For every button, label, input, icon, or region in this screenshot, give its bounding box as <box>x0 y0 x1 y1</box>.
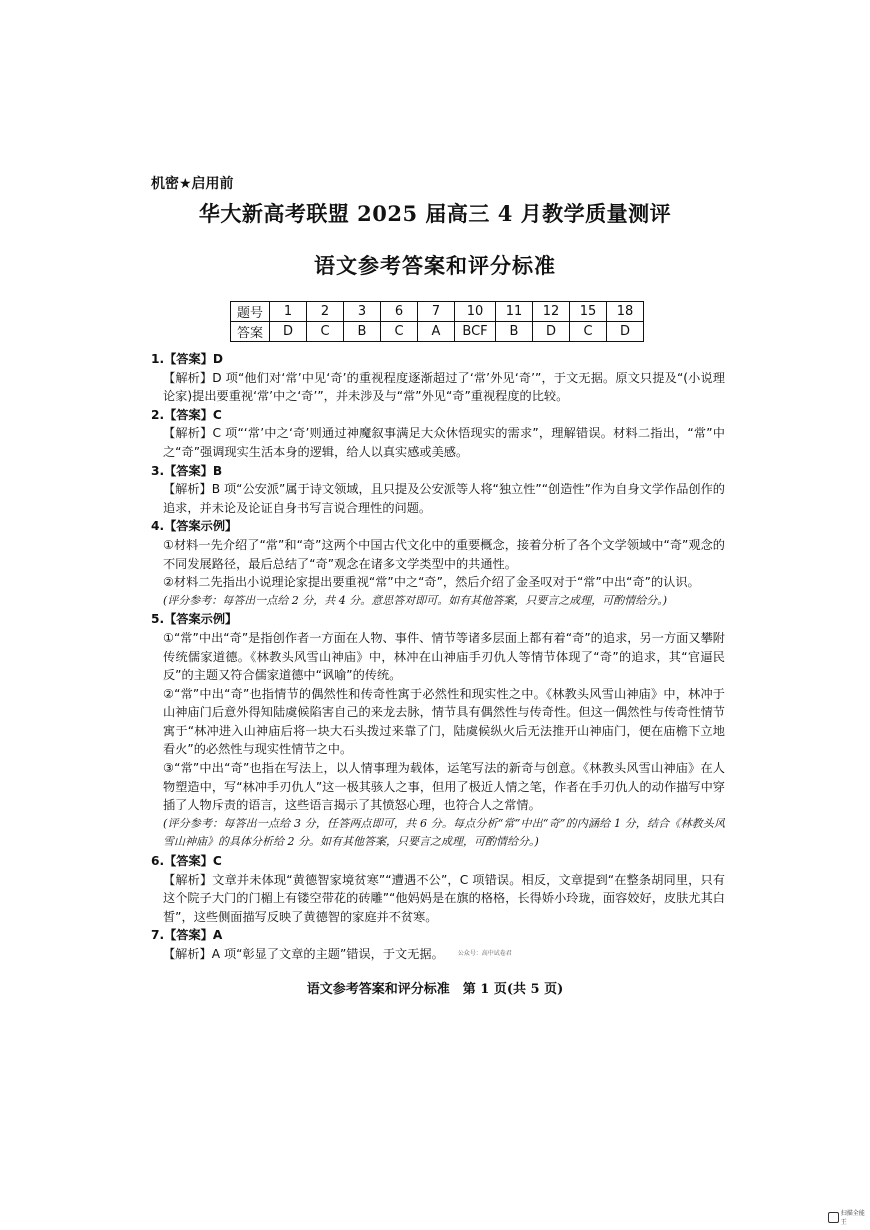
item-q1 <box>151 350 725 406</box>
answer-value: C <box>381 322 418 342</box>
explanation-text: ①“常”中出“奇”是指创作者一方面在人物、事件、情节等诸多层面上都有着“奇”的追求，另一方面又攀附传统儒家道德。《林教头风雪山神庙》中，林冲在山神庙手刃仇人等情节体现了“奇”的追求，其“官逼民反”的主题又符合儒家道德中“讽喻”的传统。 <box>163 630 725 683</box>
explanation-text: ①材料一先介绍了“常”和“奇”这两个中国古代文化中的重要概念，接着分析了各个文学领域中“奇”观念的不同发展路径，最后总结了“奇”观念在诸多文学类型中的共通性。 <box>163 537 725 571</box>
scanner-logo-icon <box>828 1212 839 1223</box>
answer-heading: 3.【答案】B <box>151 463 223 478</box>
question-number: 10 <box>455 302 496 322</box>
answer-heading: 1.【答案】D <box>151 352 223 366</box>
scanner-watermark <box>828 1208 870 1226</box>
table-row-answers <box>231 322 644 342</box>
answer-value: D <box>270 322 307 342</box>
answer-value: BCF <box>455 322 496 342</box>
answer-heading: 6.【答案】C <box>151 854 222 869</box>
explanation-text: ③“常”中出“奇”也指在写法上，以人情事理为载体，运笔写法的新奇与创意。《林教头风雪山神庙》在人物塑造中，写“林冲手刃仇人”这一极其骇人之事，但用了极近人情之笔，作者在手刃仇人的动作描写中穿插了人物斥责的语言，这些语言揭示了其愤怒心理，也符合人之常情。 <box>163 761 725 813</box>
table-row-label: 题号 <box>231 302 270 322</box>
answer-explanations <box>151 350 725 964</box>
question-number: 3 <box>344 302 381 322</box>
answer-value: B <box>496 322 533 342</box>
answer-value: D <box>533 322 570 342</box>
explanation-text: 【解析】文章并未体现“黄德智家境贫寒”“遭遇不公”，C 项错误。相反，文章提到“在整条胡同里，只有这个院子大门的门楣上有镂空带花的砖雕”“他妈妈是在旗的格格，长得娇小玲珑，面容姣好，皮肤尤其白皙”，这些侧面描写反映了黄德智的家庭并不贫寒。 <box>163 872 725 924</box>
explanation-text: ②“常”中出“奇”也指情节的偶然性和传奇性寓于必然性和现实性之中。《林教头风雪山神庙》中，林冲于山神庙门后意外得知陆虞候陷害自己的来龙去脉，情节具有偶然性与传奇性。但这一偶然性与传奇性情节寓于“林冲进入山神庙后将一块大石头拨过来靠了门，陆虞候纵火后无法推开山神庙门，便在庙檐下立地看火”的必然性与现实性情节之中。 <box>163 686 725 757</box>
answer-value: C <box>570 322 607 342</box>
answer-value: A <box>418 322 455 342</box>
item-q4 <box>151 517 725 610</box>
answer-table <box>230 301 644 342</box>
scoring-note: (评分参考：每答出一点给 2 分，共 4 分。意思答对即可。如有其他答案，只要言之成理，可酌情给分。) <box>163 593 668 607</box>
public-account-note: 公众号：高中试卷君 <box>457 950 512 958</box>
question-number: 7 <box>418 302 455 322</box>
explanation-line <box>151 945 725 964</box>
item-q3 <box>151 462 725 518</box>
page-footer: 语文参考答案和评分标准 第 1 页(共 5 页) <box>306 982 564 997</box>
question-number: 2 <box>307 302 344 322</box>
question-number: 15 <box>570 302 607 322</box>
exam-title: 华大新高考联盟 2025 届高三 4 月教学质量测评 <box>198 201 672 226</box>
answer-heading: 5.【答案示例】 <box>151 612 238 627</box>
answer-heading: 2.【答案】C <box>151 407 222 422</box>
table-row-numbers <box>231 302 644 322</box>
explanation-text: 【解析】B 项“公安派”属于诗文领域，且只提及公安派等人将“独立性”“创造性”作为自身文学作品创作的追求，并未论及论证自身书写言说合理性的问题。 <box>163 482 725 515</box>
explanation-text: ②材料二先指出小说理论家提出要重视“常”中之“奇”，然后介绍了金圣叹对于“常”中出“奇”的认识。 <box>163 575 700 590</box>
item-q2 <box>151 406 725 462</box>
question-number: 18 <box>607 302 644 322</box>
item-q7 <box>151 926 725 963</box>
watermark-text: 扫描全能王 <box>840 1210 865 1226</box>
document-subtitle: 语文参考答案和评分标准 <box>314 253 556 278</box>
answer-value: B <box>344 322 381 342</box>
question-number: 12 <box>533 302 570 322</box>
explanation-text: 【解析】A 项“彰显了文章的主题”错误，于文无据。 <box>163 947 444 961</box>
explanation-text: 【解析】D 项“他们对‘常’中见‘奇’的重视程度逐渐超过了‘常’外见‘奇’”，于文无据。原文只提及“(小说理论家)提出要重视‘常’中之‘奇’”，并未涉及与“常”外见“奇”重视程度的比较。 <box>163 370 725 404</box>
question-number: 1 <box>270 302 307 322</box>
secret-mark: 机密★启用前 <box>151 176 234 192</box>
item-q6 <box>151 852 725 926</box>
answer-value: D <box>607 322 644 342</box>
table-row-label: 答案 <box>231 322 270 342</box>
scoring-note: (评分参考：每答出一点给 3 分，任答两点即可，共 6 分。每点分析“常”中出“奇”的内涵给 1 分，结合《林教头风雪山神庙》的具体分析给 2 分。如有其他答案，只要言之成理，可酌情给分。) <box>163 816 725 849</box>
item-q5 <box>151 610 725 852</box>
question-number: 6 <box>381 302 418 322</box>
explanation-text: 【解析】C 项“‘常’中之‘奇’则通过神魔叙事满足大众休悟现实的需求”，理解错误。材料二指出，“常”中之“奇”强调现实生活本身的逻辑，给人以真实感或美感。 <box>163 426 725 459</box>
answer-heading: 4.【答案示例】 <box>151 519 238 534</box>
answer-heading: 7.【答案】A <box>151 928 223 943</box>
answer-value: C <box>307 322 344 342</box>
question-number: 11 <box>496 302 533 322</box>
